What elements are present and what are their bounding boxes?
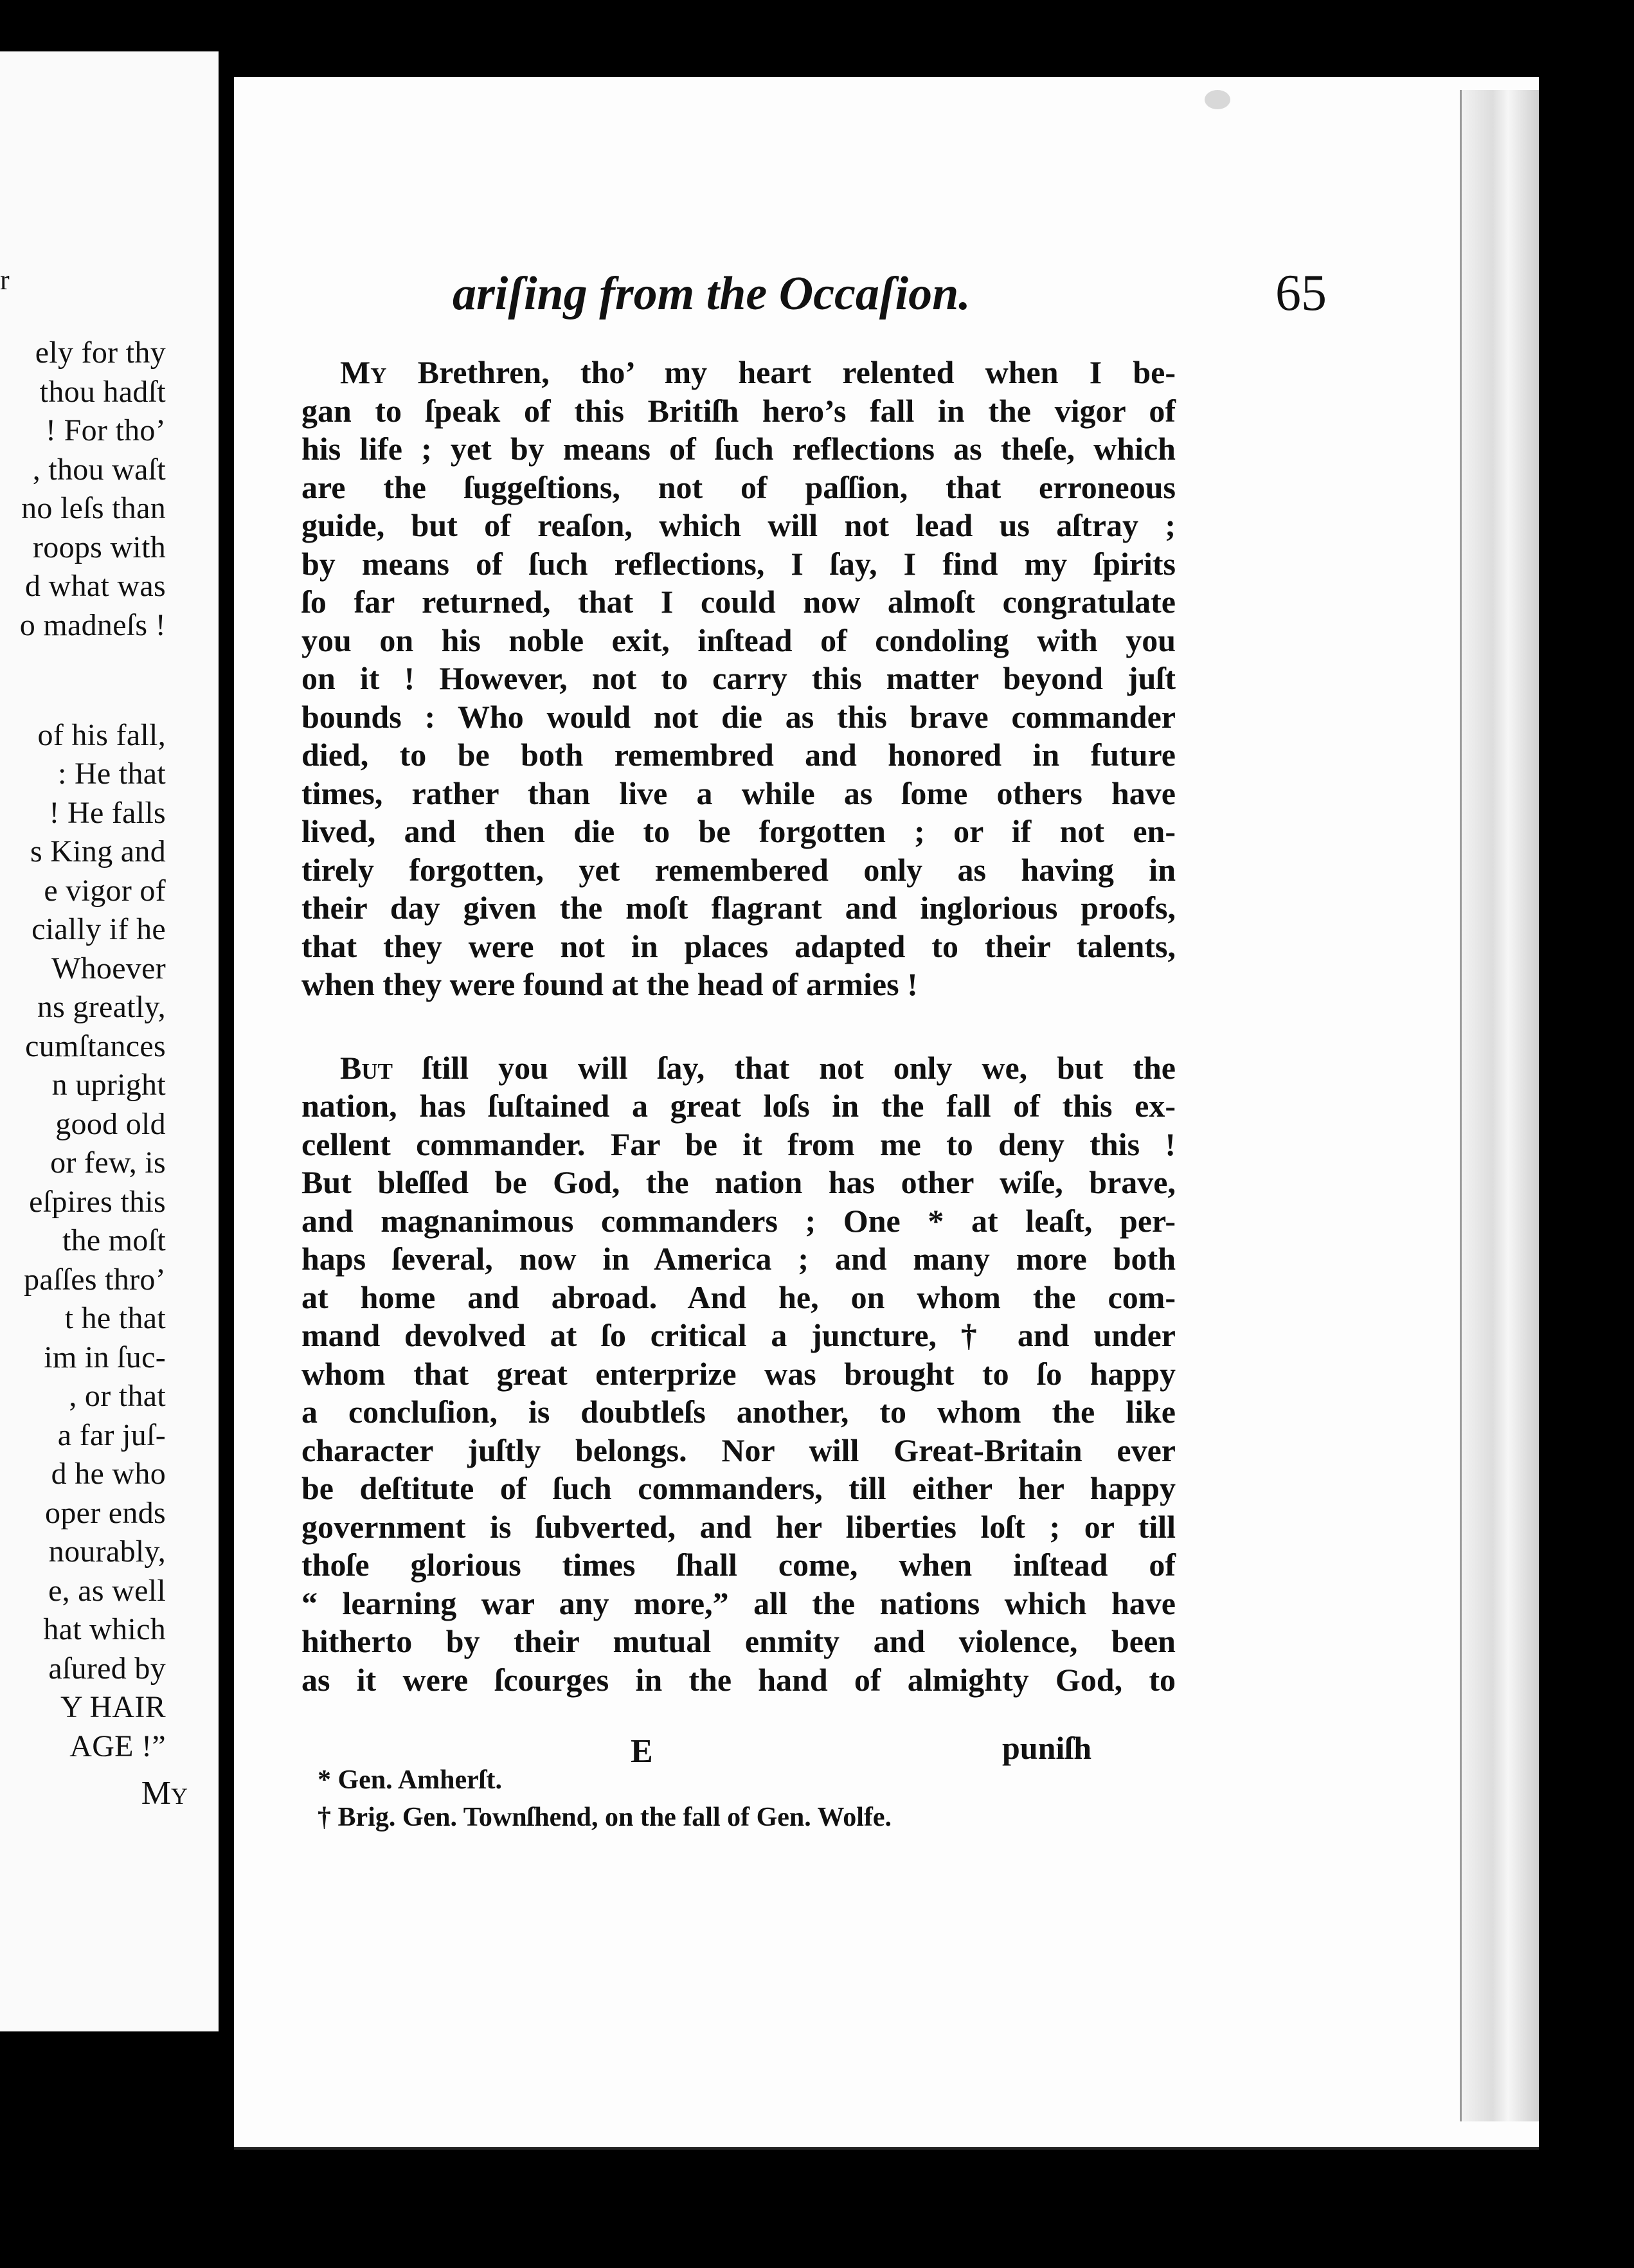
left-page-line: , or that (69, 1379, 166, 1413)
left-page-line: no leſs than (21, 491, 166, 525)
page-number: 65 (1275, 265, 1327, 321)
left-page-catchword: My (141, 1775, 188, 1812)
left-page-line: ! He falls (49, 795, 166, 830)
text-line: whom that great enterprize was brought to ſo happy (301, 1355, 1176, 1392)
left-page-line: thou hadſt (39, 374, 166, 409)
text-line: haps ſeveral, now in America ; and many more both (301, 1241, 1176, 1277)
left-page-line: oper ends (45, 1495, 166, 1530)
left-page-line: of his fall, (37, 717, 166, 752)
text-line-rest: ſtill you will ſay, that not only we, but the (392, 1049, 1176, 1086)
text-line: bounds : Who would not die as this brave commander (301, 698, 1176, 735)
text-line: tirely forgotten, yet remembered only as having in (301, 851, 1176, 888)
text-line: nation, has ſuſtained a great loſs in the fall of this ex- (301, 1088, 1176, 1124)
paper-smudge (1205, 90, 1230, 109)
footnote-2: † Brig. Gen. Townſhend, on the fall of Gen. Wolfe. (318, 1803, 892, 1832)
left-page-line: Y HAIR (60, 1690, 166, 1724)
main-page (234, 77, 1539, 2150)
page-fore-edge (1460, 90, 1539, 2121)
paragraph-lead-word: But (340, 1049, 393, 1086)
left-page-line: AGE !” (69, 1729, 166, 1763)
signature-mark: E (631, 1733, 653, 1770)
running-head (453, 267, 1352, 321)
text-line: be deſtitute of ſuch commanders, till either her happy (301, 1470, 1176, 1506)
left-page-line: the moſt (62, 1223, 166, 1257)
catchword: puniſh (1002, 1730, 1092, 1766)
paragraph-1 (301, 354, 1176, 1004)
text-line: his life ; yet by means of ſuch reflections as theſe, which (301, 431, 1176, 467)
text-line: lived, and then die to be forgotten ; or if not en- (301, 813, 1176, 849)
text-line: you on his noble exit, inſtead of condoling with you (301, 622, 1176, 658)
text-line: cellent commander. Far be it from me to deny this ! (301, 1126, 1176, 1162)
text-line: that they were not in places adapted to their talents, (301, 928, 1176, 964)
left-page-line: , thou waſt (32, 452, 166, 487)
text-line: at home and abroad. And he, on whom the com- (301, 1279, 1176, 1315)
text-line (301, 354, 1176, 392)
left-page-line: t he that (64, 1301, 166, 1335)
text-line: ſo far returned, that I could now almoſt congratulate (301, 584, 1176, 620)
left-page-line: a far juſ- (57, 1418, 166, 1452)
book-gutter (219, 0, 234, 2268)
text-line: when they were found at the head of armies ! (301, 966, 918, 1002)
text-line: character juſtly belongs. Nor will Great-Britain ever (301, 1432, 1176, 1468)
left-page-line: or few, is (50, 1146, 166, 1180)
left-page-line: n upright (51, 1068, 166, 1102)
text-line: died, to be both remembred and honored in future (301, 737, 1176, 773)
text-line: “ learning war any more,” all the nations which have (301, 1585, 1176, 1621)
left-facing-page (0, 51, 219, 2031)
text-line: by means of ſuch reflections, I ſay, I find my ſpirits (301, 545, 1176, 582)
left-page-line: paſſes thro’ (24, 1262, 166, 1297)
left-page-line: nourably, (48, 1534, 166, 1569)
text-line: their day given the moſt flagrant and inglorious proofs, (301, 890, 1176, 926)
left-page-line: cially if he (31, 912, 166, 946)
left-page-line: im in ſuc- (44, 1340, 166, 1374)
left-page-line: ! For tho’ (46, 413, 166, 447)
text-line: are the ſuggeſtions, not of paſſion, that erroneous (301, 469, 1176, 505)
text-line: a concluſion, is doubtleſs another, to whom the like (301, 1394, 1176, 1430)
text-line: gan to ſpeak of this Britiſh hero’s fall in the vigor of (301, 392, 1176, 429)
left-page-line: ely for thy (35, 336, 166, 370)
left-page-line: hat which (43, 1612, 166, 1646)
left-page-line: e vigor of (44, 873, 166, 908)
footnotes (318, 1761, 1217, 1836)
left-page-line: d he who (51, 1457, 166, 1491)
left-page-line: ns greatly, (37, 990, 166, 1024)
text-line: as it were ſcourges in the hand of almighty God, to (301, 1661, 1176, 1698)
text-line: government is ſubverted, and her liberties loſt ; or till (301, 1508, 1176, 1545)
text-line: But bleſſed be God, the nation has other wiſe, brave, (301, 1164, 1176, 1200)
text-line: thoſe glorious times ſhall come, when inſtead of (301, 1547, 1176, 1583)
text-line-rest: Brethren, tho’ my heart relented when I be- (386, 354, 1176, 390)
left-page-line: s King and (30, 834, 166, 869)
text-line: on it ! However, not to carry this matter beyond juſt (301, 660, 1176, 696)
text-line: and magnanimous commanders ; One * at leaſt, per- (301, 1202, 1176, 1239)
left-page-mark: r (0, 264, 10, 296)
left-page-line: roops with (33, 530, 166, 564)
paragraph-2 (301, 1049, 1176, 1700)
left-page-line: eſpires this (29, 1184, 166, 1219)
left-page-line: d what was (25, 569, 166, 603)
left-page-line: o madneſs ! (19, 608, 166, 642)
body-text (301, 354, 1176, 1699)
text-line: guide, but of reaſon, which will not lead us aſtray ; (301, 507, 1176, 543)
text-line: mand devolved at ſo critical a juncture, † and under (301, 1317, 1176, 1353)
left-page-line: e, as well (48, 1573, 166, 1608)
running-title: ariſing from the Occaſion. (453, 267, 971, 320)
left-page-line: cumſtances (25, 1029, 166, 1063)
left-page-line: : He that (58, 757, 166, 791)
left-page-line: Whoever (51, 951, 166, 986)
footnote-1: * Gen. Amherſt. (318, 1765, 502, 1795)
left-page-line: aſured by (48, 1651, 166, 1686)
left-page-line: good old (55, 1106, 166, 1141)
text-line: hitherto by their mutual enmity and violence, been (301, 1623, 1176, 1659)
text-line: times, rather than live a while as ſome others have (301, 775, 1176, 811)
paragraph-lead-word: My (340, 354, 387, 390)
text-line (301, 1049, 1176, 1088)
